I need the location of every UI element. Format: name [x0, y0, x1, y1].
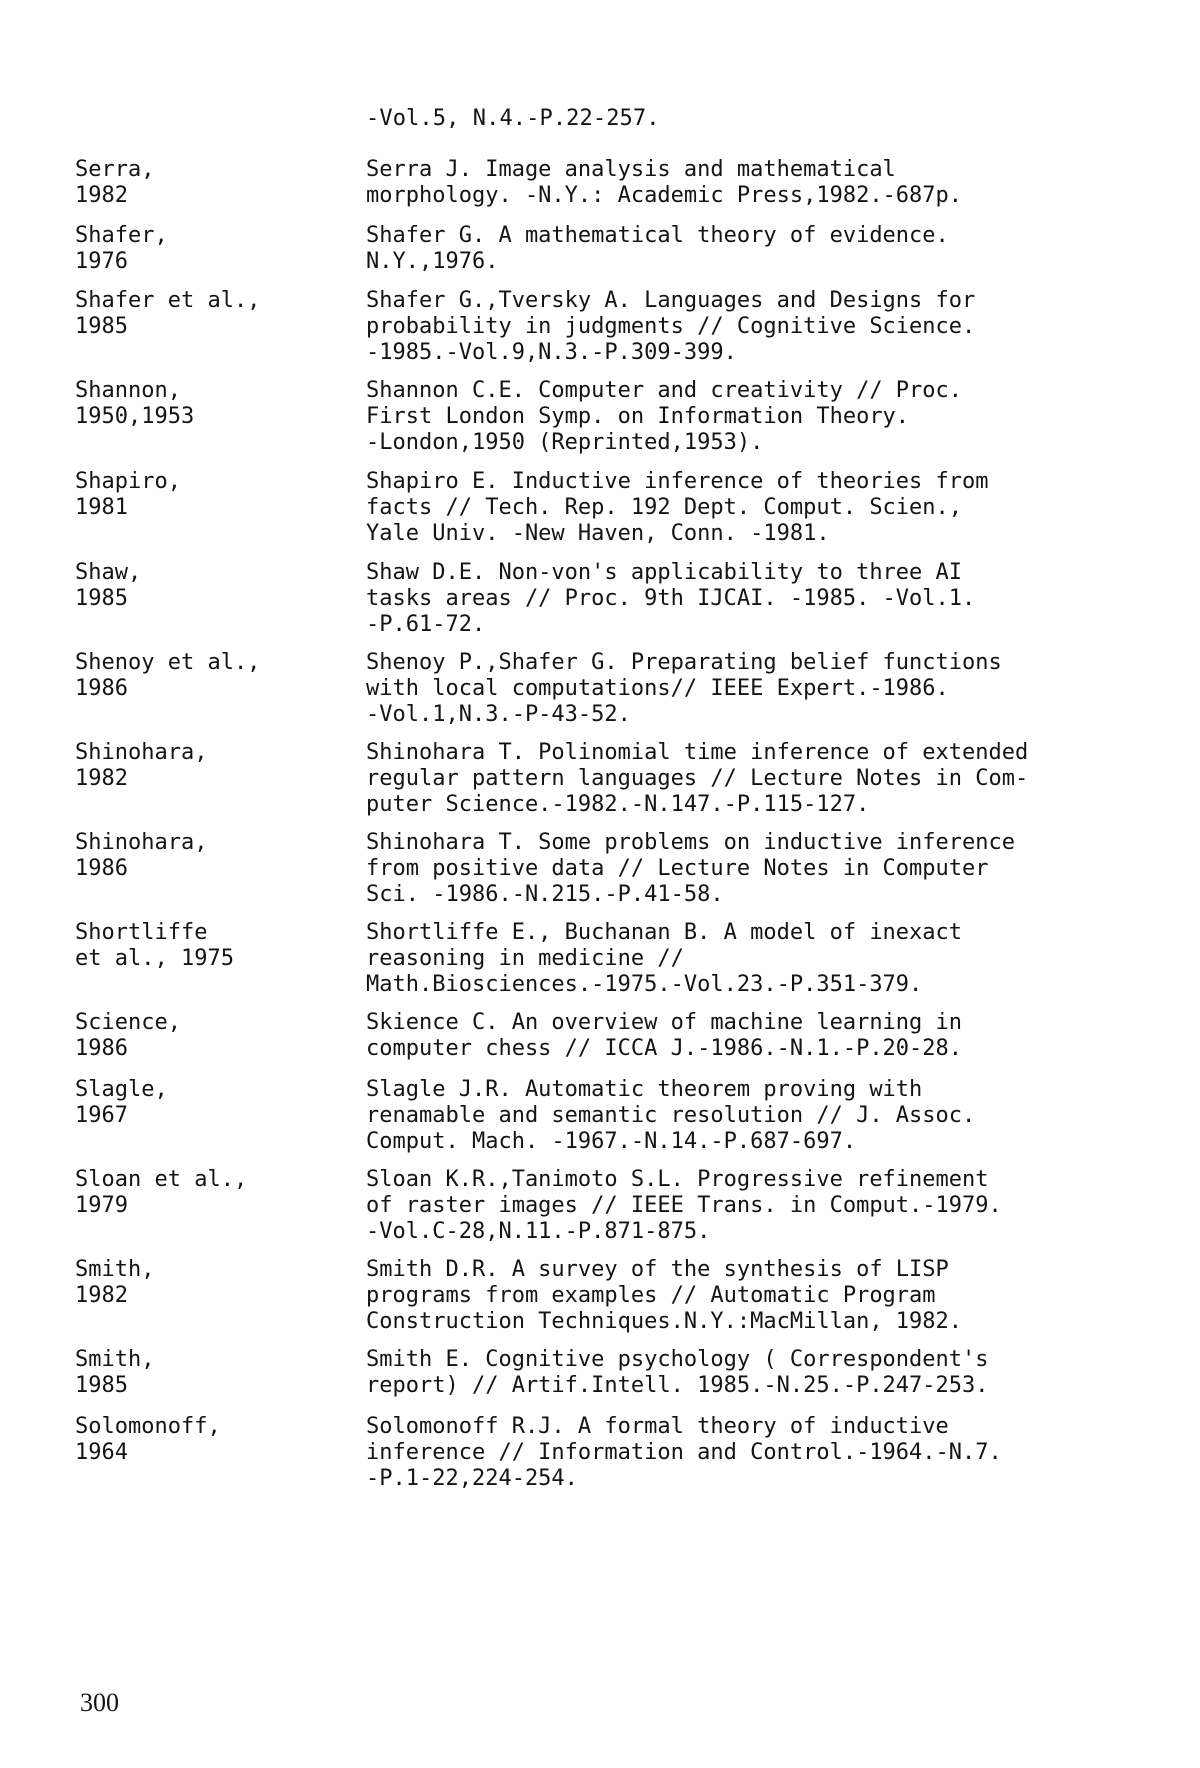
citation-key: Shortliffe et al., 1975	[75, 920, 234, 971]
citation-key: Smith, 1985	[75, 1347, 155, 1398]
reference-text: Shapiro E. Inductive inference of theories from facts // Tech. Rep. 192 Dept. Comput. Scien., Yale Univ. -New Haven, Conn. -1981.	[366, 469, 989, 546]
reference-text: Shortliffe E., Buchanan B. A model of inexact reasoning in medicine // Math.Biosciences.-1975.-Vol.23.-P.351-379.	[366, 920, 963, 997]
citation-key: Shapiro, 1981	[75, 469, 181, 520]
reference-text: Sloan K.R.,Tanimoto S.L. Progressive refinement of raster images // IEEE Trans. in Comput.-1979. -Vol.C-28,N.11.-P.871-875.	[366, 1167, 1002, 1244]
citation-key: Shannon, 1950,1953	[75, 378, 195, 429]
citation-key: Sloan et al., 1979	[75, 1167, 248, 1218]
citation-key: Slagle, 1967	[75, 1077, 168, 1128]
citation-key: Shinohara, 1982	[75, 740, 208, 791]
citation-key: Smith, 1982	[75, 1257, 155, 1308]
reference-text: Serra J. Image analysis and mathematical morphology. -N.Y.: Academic Press,1982.-687p.	[366, 157, 963, 208]
citation-key: Shinohara, 1986	[75, 830, 208, 881]
reference-text: Smith E. Cognitive psychology ( Correspondent's report) // Artif.Intell. 1985.-N.25.-P.247-253.	[366, 1347, 989, 1398]
citation-key: Shafer et al., 1985	[75, 288, 261, 339]
continuation-line: -Vol.5, N.4.-P.22-257.	[366, 106, 660, 131]
citation-key: Serra, 1982	[75, 157, 155, 208]
reference-text: Shafer G.,Tversky A. Languages and Designs for probability in judgments // Cognitive Science. -1985.-Vol.9,N.3.-P.309-399.	[366, 288, 976, 365]
citation-key: Solomonoff, 1964	[75, 1414, 221, 1465]
reference-text: Shinohara T. Polinomial time inference of extended regular pattern languages // Lecture Notes in Com- puter Science.-1982.-N.147.-P.115-127.	[366, 740, 1029, 817]
citation-key: Science, 1986	[75, 1010, 181, 1061]
reference-text: Slagle J.R. Automatic theorem proving with renamable and semantic resolution // J. Assoc. Comput. Mach. -1967.-N.14.-P.687-697.	[366, 1077, 976, 1154]
reference-text: Shenoy P.,Shafer G. Preparating belief functions with local computations// IEEE Expert.-1986. -Vol.1,N.3.-P-43-52.	[366, 650, 1002, 727]
reference-text: Solomonoff R.J. A formal theory of inductive inference // Information and Control.-1964.-N.7. -P.1-22,224-254.	[366, 1414, 1002, 1491]
reference-text: Shaw D.E. Non-von's applicability to three AI tasks areas // Proc. 9th IJCAI. -1985. -Vol.1. -P.61-72.	[366, 560, 976, 637]
citation-key: Shenoy et al., 1986	[75, 650, 261, 701]
reference-text: Shafer G. A mathematical theory of evidence. N.Y.,1976.	[366, 223, 949, 274]
reference-text: Shannon C.E. Computer and creativity // Proc. First London Symp. on Information Theory. -London,1950 (Reprinted,1953).	[366, 378, 963, 455]
citation-key: Shaw, 1985	[75, 560, 142, 611]
reference-text: Smith D.R. A survey of the synthesis of LISP programs from examples // Automatic Program Construction Techniques.N.Y.:MacMillan, 1982.	[366, 1257, 963, 1334]
page-number: 300	[80, 1688, 119, 1717]
citation-key: Shafer, 1976	[75, 223, 168, 274]
reference-text: Skience C. An overview of machine learning in computer chess // ICCA J.-1986.-N.1.-P.20-28.	[366, 1010, 963, 1061]
reference-text: Shinohara T. Some problems on inductive inference from positive data // Lecture Notes in Computer Sci. -1986.-N.215.-P.41-58.	[366, 830, 1016, 907]
